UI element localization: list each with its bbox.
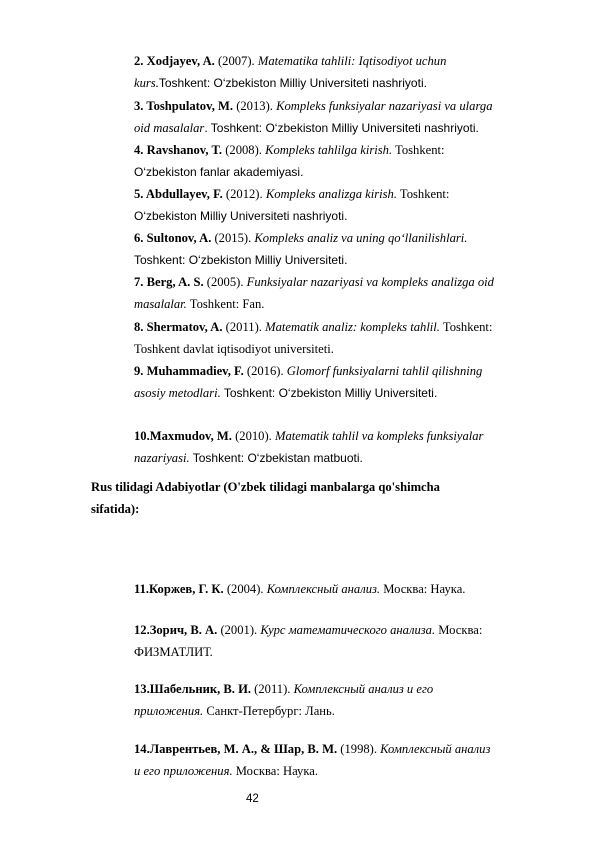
reference-year: (2004). [223, 582, 267, 596]
reference-line [134, 620, 540, 642]
reference-year: (2011). [222, 320, 266, 334]
reference-title: Комплексный анализ и его [293, 682, 434, 696]
reference-title: Matematik analiz: kompleks tahlil. [265, 320, 440, 334]
reference-publisher: Toshkent: O‘zbekistan matbuoti. [189, 450, 363, 465]
reference-author: 8. Shermatov, A. [134, 320, 223, 334]
reference-publisher: Toshkent: Fan. [186, 296, 265, 311]
reference-entry-10 [134, 426, 540, 469]
reference-entry-13 [134, 679, 540, 722]
reference-year: (1998). [337, 742, 381, 756]
reference-line [134, 206, 540, 228]
reference-line [134, 448, 540, 470]
reference-publisher: Toshkent: O‘zbekiston Milliy Universiteti nashriyoti. [158, 75, 427, 90]
reference-title: kurs. [134, 75, 159, 90]
reference-line [134, 679, 540, 701]
reference-line [134, 761, 540, 783]
reference-year: (2001). [217, 623, 261, 637]
reference-entry-9 [134, 361, 540, 404]
reference-entry-6 [134, 228, 540, 271]
reference-publisher: Москва: Наука. [232, 763, 318, 778]
reference-entry-3 [134, 96, 540, 139]
reference-publisher: . Toshkent: O‘zbekiston Milliy Universiteti nashriyoti. [204, 120, 479, 135]
reference-title: Комплексный анализ. [266, 582, 381, 596]
reference-author: 12.Зорич, В. А. [134, 623, 218, 637]
reference-title: приложения. [134, 703, 204, 718]
reference-title: masalalar. [134, 296, 187, 311]
reference-author: 4. Ravshanov, T. [134, 143, 223, 157]
reference-line [134, 317, 540, 339]
reference-title: Matematika tahlili: Iqtisodiyot uchun [257, 54, 447, 68]
section-heading-line: sifatida): [91, 501, 140, 516]
reference-line [134, 361, 540, 383]
reference-publisher: Toshkent: [439, 320, 493, 334]
reference-title: asosiy metodlari. [134, 385, 221, 400]
reference-year: (2008). [222, 143, 266, 157]
reference-line [134, 96, 540, 118]
reference-author: 7. Berg, A. S. [134, 275, 204, 289]
reference-title: Курс математического анализа. [260, 623, 436, 637]
reference-year: (2013). [233, 99, 277, 113]
reference-entry-4 [134, 140, 540, 183]
reference-title: Funksiyalar nazariyasi va kompleks analizga oid [246, 275, 494, 289]
reference-line [134, 701, 540, 723]
reference-author: 10.Maxmudov, M. [134, 429, 232, 443]
reference-title: Kompleks analizga kirish. [265, 187, 397, 201]
reference-line [134, 294, 540, 316]
reference-publisher: O‘zbekiston Milliy Universiteti nashriyoti. [134, 208, 348, 223]
reference-title: Glomorf funksiyalarni tahlil qilishning [286, 364, 483, 378]
reference-author: 13.Шабельник, В. И. [134, 682, 252, 696]
reference-line [134, 73, 540, 95]
reference-title: Kompleks analiz va uning qo‘llanilishlari. [254, 231, 468, 245]
page-number: 42 [246, 793, 259, 805]
reference-line [134, 162, 540, 184]
reference-title: и его приложения. [134, 763, 233, 778]
reference-publisher: Toshkent: [392, 143, 445, 157]
reference-line [134, 140, 540, 162]
reference-author: 14.Лаврентьев, М. А., & Шар, В. М. [134, 742, 338, 756]
reference-year: (2012). [222, 187, 266, 201]
reference-title: nazariyasi. [134, 450, 190, 465]
reference-line [134, 272, 540, 294]
reference-title: Комплексный анализ [380, 742, 491, 756]
reference-author: 6. Sultonov, A. [134, 231, 212, 245]
reference-entry-11 [134, 579, 540, 601]
reference-line [134, 579, 540, 601]
reference-author: 2. Xodjayev, A. [134, 54, 215, 68]
reference-entry-7 [134, 272, 540, 315]
reference-line [134, 383, 540, 405]
reference-publisher: ФИЗМАТЛИТ. [134, 644, 213, 659]
section-heading [91, 477, 541, 520]
section-heading-line: Rus tilidagi Adabiyotlar (O'zbek tilidagi manbalarga qo'shimcha [91, 480, 440, 494]
reference-publisher: O‘zbekiston fanlar akademiyasi. [134, 164, 304, 179]
reference-title: Matematik tahlil va kompleks funksiyalar [274, 429, 484, 443]
reference-line [134, 51, 540, 73]
reference-publisher: Москва: [435, 623, 483, 637]
reference-publisher: Toshkent davlat iqtisodiyot universiteti. [134, 341, 334, 356]
reference-entry-2 [134, 51, 540, 94]
reference-publisher: Москва: Наука. [380, 582, 466, 596]
reference-year: (2011). [251, 682, 294, 696]
reference-publisher: Санкт-Петербург: Лань. [203, 703, 335, 718]
reference-publisher: Toshkent: O‘zbekiston Milliy Universiteti. [134, 252, 348, 267]
reference-author: 3. Toshpulatov, M. [134, 99, 234, 113]
reference-year: (2005). [203, 275, 247, 289]
reference-entry-5 [134, 184, 540, 227]
reference-publisher: Toshkent: O‘zbekiston Milliy Universiteti. [220, 385, 438, 400]
reference-author: 5. Abdullayev, F. [134, 187, 223, 201]
reference-entry-8 [134, 317, 540, 360]
reference-line [134, 184, 540, 206]
reference-line [134, 426, 540, 448]
reference-title: Kompleks tahlilga kirish. [265, 143, 393, 157]
reference-year: (2016). [243, 364, 287, 378]
reference-entry-14 [134, 739, 540, 782]
reference-year: (2010). [231, 429, 275, 443]
reference-line [134, 228, 540, 250]
reference-title: oid masalalar [134, 120, 205, 135]
reference-line [134, 250, 540, 272]
reference-author: 9. Muhammadiev, F. [134, 364, 244, 378]
reference-line [134, 642, 540, 664]
reference-entry-12 [134, 620, 540, 663]
reference-publisher: Toshkent: [397, 187, 450, 201]
reference-line [134, 339, 540, 361]
reference-year: (2015). [211, 231, 255, 245]
reference-line [134, 739, 540, 761]
reference-line [134, 118, 540, 140]
reference-year: (2007). [214, 54, 258, 68]
reference-author: 11.Коржев, Г. К. [134, 582, 224, 596]
reference-title: Kompleks funksiyalar nazariyasi va ularga [276, 99, 493, 113]
